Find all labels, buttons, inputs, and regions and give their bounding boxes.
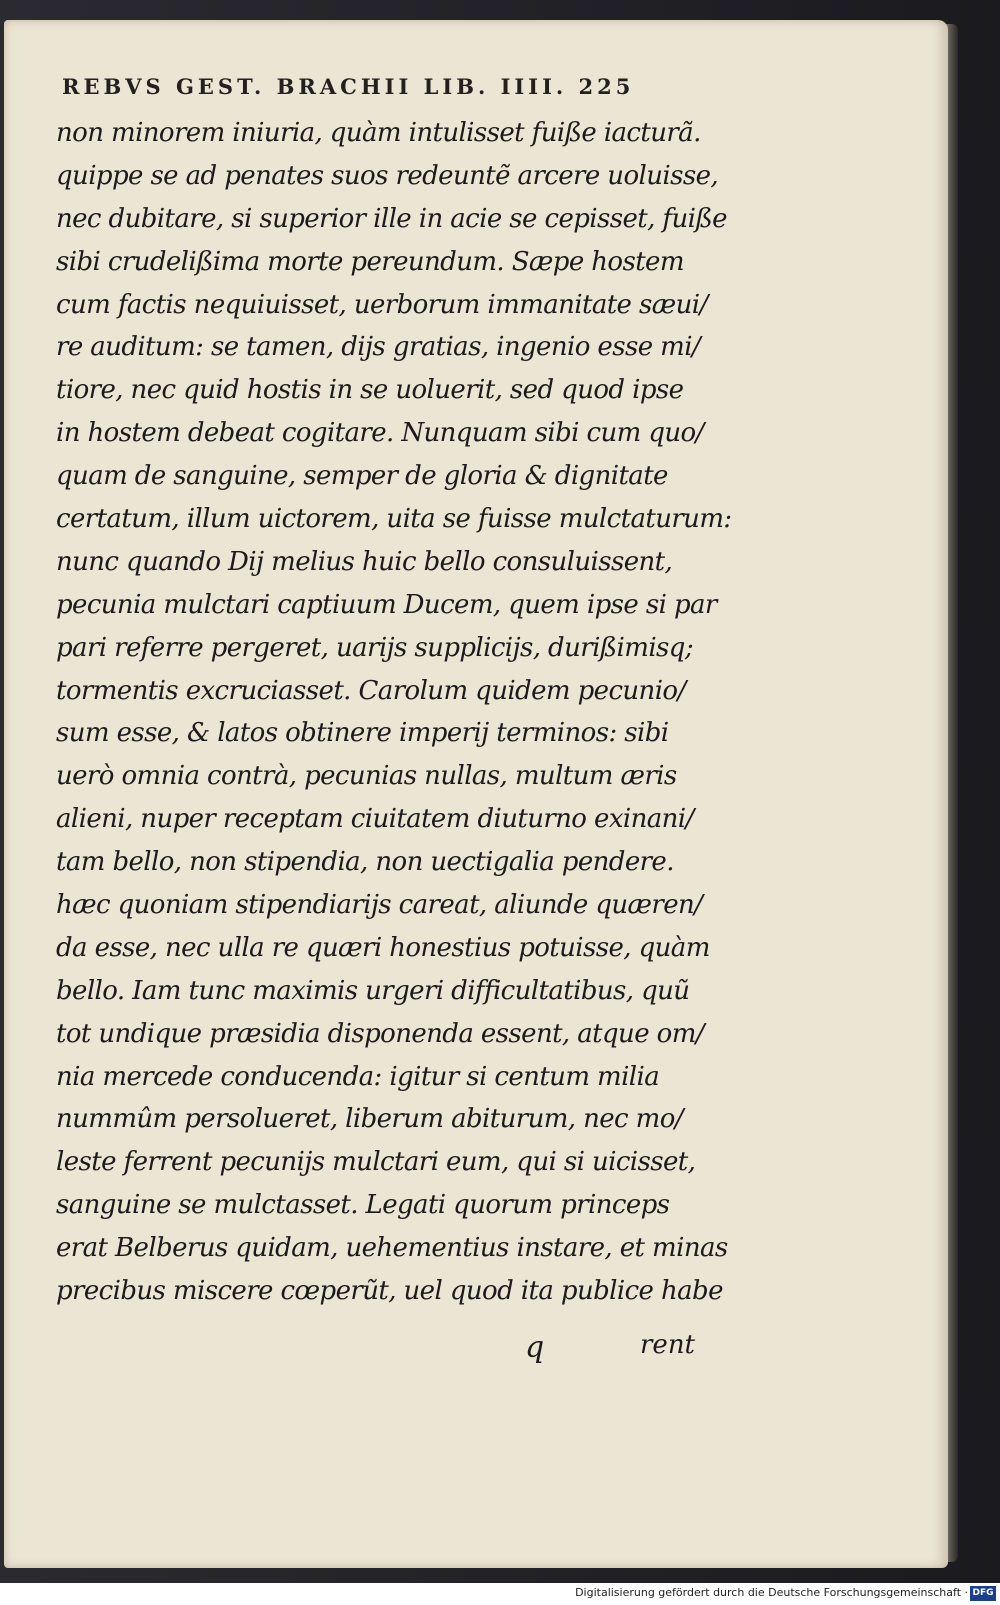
running-title: REBVS GEST. BRACHII LIB. IIII. 225 (62, 74, 635, 99)
text-line: pari referre pergeret, uarijs supplicijs, durißimisq; (56, 632, 693, 663)
text-line: certatum, illum uictorem, uita se fuisse mulctaturum: (56, 504, 732, 535)
text-line: nia mercede conducenda: igitur si centum milia (56, 1061, 660, 1092)
text-line: uerò omnia contrà, pecunias nullas, multum æris (56, 761, 677, 792)
text-line: tot undique præsidia disponenda essent, atque om/ (56, 1018, 704, 1049)
text-line: cum factis nequiuisset, uerborum immanitate sæui/ (56, 289, 708, 320)
text-line: erat Belberus quidam, uehementius instare, et minas (56, 1233, 728, 1264)
text-line: re auditum: se tamen, dijs gratias, ingenio esse mi/ (56, 332, 701, 363)
text-line: nec dubitare, si superior ille in acie se cepisset, fuiße (56, 203, 727, 234)
text-line: hæc quoniam stipendiarijs careat, aliunde quæren/ (56, 890, 703, 921)
text-line: sibi crudelißima morte pereundum. Sæpe hostem (56, 246, 684, 277)
text-line: da esse, nec ulla re quæri honestius potuisse, quàm (56, 932, 710, 963)
text-body (56, 112, 732, 1313)
footer-credit: Digitalisierung gefördert durch die Deutsche Forschungsgemeinschaft · (575, 1586, 968, 1599)
text-line: nunc quando Dij melius huic bello consuluissent, (56, 546, 673, 577)
text-line: quippe se ad penates suos redeuntẽ arcere uoluisse, (56, 160, 719, 191)
text-line: tiore, nec quid hostis in se uoluerit, sed quod ipse (56, 375, 684, 406)
text-line: leste ferrent pecunijs mulctari eum, qui si uicisset, (56, 1147, 696, 1178)
text-line: sum esse, & latos obtinere imperij terminos: sibi (56, 718, 669, 749)
text-line: nummûm persolueret, liberum abiturum, nec mo/ (56, 1104, 683, 1135)
text-line: tam bello, non stipendia, non uectigalia pendere. (56, 847, 674, 878)
text-line: bello. Iam tunc maximis urgeri difficultatibus, quũ (56, 975, 690, 1006)
text-line: sanguine se mulctasset. Legati quorum princeps (56, 1190, 670, 1221)
text-line: tormentis excruciasset. Carolum quidem pecunio/ (56, 675, 686, 706)
footer-bar (0, 1583, 1000, 1605)
text-line: quam de sanguine, semper de gloria & dignitate (56, 461, 668, 492)
text-line: pecunia mulctari captiuum Ducem, quem ipse si par (56, 589, 717, 620)
text-line: alieni, nuper receptam ciuitatem diuturno exinani/ (56, 804, 694, 835)
text-line: precibus miscere cœperũt, uel quod ita publice habe (56, 1276, 723, 1307)
catchword: rent (640, 1330, 696, 1360)
signature-mark: q (525, 1330, 545, 1365)
text-line: non minorem iniuria, quàm intulisset fuiße iacturã. (56, 118, 701, 148)
dfg-logo: DFG (970, 1586, 996, 1601)
text-line: in hostem debeat cogitare. Nunquam sibi cum quo/ (56, 418, 704, 449)
